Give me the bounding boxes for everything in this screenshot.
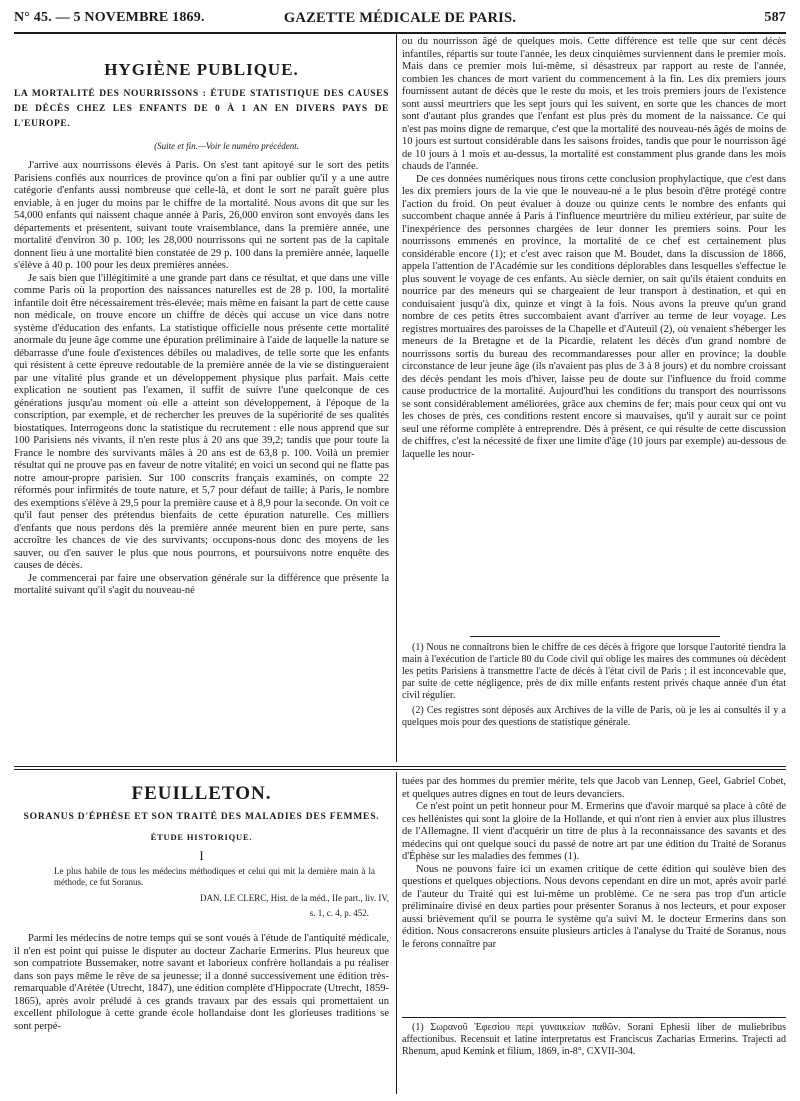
feuilleton-left-column [14,772,389,1097]
feuilleton-subtitle: SORANUS D'ÉPHÈSE ET SON TRAITÉ DES MALADIES DES FEMMES. [23,811,380,822]
section-title: HYGIÈNE PUBLIQUE. [104,60,299,79]
paragraph: J'arrive aux nourrissons élevés à Paris. On s'est tant apitoyé sur le sort des petits Parisiens confiés aux nourrices de province qu'on a fini par oublier qu'il y a une autre catégorie d'enfants aussi nombreuse que celle-là, et dont le sort ne paraît guère plus enviable, à en juger du moins par le chiffre de la mortalité. Nous avons dit que sur les 54,000 enfants qui naissent chaque année à Paris, 26,000 environ sont envoyés dans les départements et présentent, suivant toute vraisemblance, dans la première année, une mortalité d'environ 30 p. 100; les 28,000 nourrissons qui ne sortent pas de la capitale donnent lieu à une mortalité bien constatée de 29 p. 100 dans la première année, laquelle s'élève à 40 p. 100 pour les deux premières années. [14,160,389,271]
feuilleton-footnote-area [402,1022,786,1094]
paragraph: tuées par des hommes du premier mérite, tels que Jacob van Lennep, Geel, Gabriel Cobet, et quelques autres dignes en tout de leurs devanciers. [402,776,786,800]
feuilleton-title: FEUILLETON. [131,783,272,804]
feuilleton-separator-double [14,769,786,770]
article-left-column [14,34,389,761]
article-footnotes [402,642,786,762]
feuilleton-separator [14,766,786,767]
paragraph: ou du nourrisson âgé de quelques mois. Cette différence est telle que sur cent décès infantiles, répartis sur toute l'année, les deux cinquièmes surviennent dans le premier mois. Mais dans ce premier mois lui-même, si désastreux par rapport au reste de l'année, combien les chances de mort varient du commencement à la fin. Les dix premiers jours fournissent autant de décès que le reste du mois, et les trois premiers jours de l'existence sont aussi meurtriers que les sept jours qui les suivent, en sorte que les chances de mort sont d'autant plus grandes que l'enfant est plus près du moment de la naissance. Ce qui n'est pas moins digne de remarque, c'est que la mortalité des nouveau-nés âgés de moins de 10 jours est surtout considérable dans les saisons froides, tandis que pour le nourrisson âgé de 10 jours à 1 mois et au-dessus, la mortalité est constamment plus grande dans les mois chauds de l'année. [402,36,786,172]
paragraph: Je commencerai par faire une observation générale sur la différence que présente la mortalité suivant qu'il s'agit du nouveau-né [14,572,389,596]
paragraph: Parmi les médecins de notre temps qui se sont voués à l'étude de l'antiquité médicale, il n'en est point qui puisse le disputer au docteur Zacharie Ermerins. Plus heureux que son compatriote Bussemaker, notre savant et laborieux confrère hollandais a pu réaliser dans son pays même le rêve de sa jeunesse; il a donné successivement une édition très-remarquable d'Arétée (Utrecht, 1847), une édition complète d'Hippocrate (Utrecht, 1859-1865), après avoir préludé à ces grands travaux par des essais qui promettaient un excellent philologue à cette grande école hollandaise dont les glorieuses traditions se sont perpé- [14,933,389,1032]
continuation-note: (Suite et fin.—Voir le numéro précédent. [154,140,299,151]
feuilleton-right-column [402,776,786,1016]
paragraph: Je sais bien que l'illégitimité a une grande part dans ce résultat, et que dans une ville comme Paris où la proportion des naissances naturelles est de 28 p. 100, la mortalité infantile doit être nécessairement très-élevée; mais même en faisant la part de cette cause non médicale, on trouve encore un chiffre de décès qui accuse un vice dans notre système d'éducation des enfants. La statistique officielle nous présente cette mortalité anormale du jeune âge comme une épuration préliminaire à l'aide de laquelle la nature se débarrasse d'une foule d'existences débiles ou maladives, de telle sorte que les enfants qui résistent à cette épreuve redoutable de la première année de la vie se distingueraient par une vitalité plus grande et un développement physique plus parfait. Mais cette explication ne soutient pas l'examen, il suffit de suivre l'une quelconque de ces générations jusqu'au moment où elle a atteint son développement, à l'époque de la conscription, par exemple, et de rechercher les preuves de la supériorité de ses qualités biostatiques. Interrogeons donc la statistique du recrutement : elle nous apprend que sur 100 Parisiens nés vivants, il n'en reste plus à 20 ans que 39,2; tandis que pour toute la France le nombre des survivants mâles à 20 ans est de 63,8 p. 100. Voilà un premier résultat qui ne prouve pas en faveur de notre vitalité; en voici un second qui ne flatte pas notre amour-propre parisien. Sur 100 conscrits français examinés, on compte 22 réformés pour infirmités de toute nature, et 5,7 pour défaut de taille; à Paris, le nombre des exemptions s'élève à 29,5 pour la première cause et à 8,9 pour la seconde. On voit ce qu'il faut penser des prétendus bienfaits de cette épuration naturelle. Ces milliers d'enfants que nous perdons dès la première année meurent bien en pure perte, sans accroître les chances de vie des survivants; occupons-nous donc des moyens de les sauver, ou d'en sauver le plus que nous pourrons, et poursuivons notre enquête des causes de décès. [14,272,389,571]
paragraph: Ce n'est point un petit honneur pour M. Ermerins que d'avoir marqué sa place à côté de ces hellénistes qui sont la gloire de la Hollande, et qui n'ont rien à envier aux plus illustres de l'Allemagne. Il vient d'acquérir un titre de plus à la reconnaissance des savants et des médecins qui ont quelque souci du passé de notre art par une édition du Traité de Soranus d'Éphèse sur les maladies des femmes (1). [402,801,786,862]
page-number: 587 [764,10,786,25]
paragraph: Nous ne pouvons faire ici un examen critique de cette édition qui soulève bien des questions et quelques objections. Nous devons cependant en dire un mot, après avoir parlé de l'auteur du Traité qui est lui-même un problème. Ce ne sera pas trop d'un article préliminaire divisé en deux parties pour présenter Soranus à nos lecteurs, et pour exposer aussi brièvement qu'il se pourra le système qu'a suivi M. le docteur Ermerins dans son édition. Nous consacrerons ensuite plusieurs articles à l'analyse du Traité de Soranus, nous le ferons connaître par [402,863,786,950]
epigraph-citation-continued: s. 1, c. 4, p. 452. [309,907,369,918]
footnote: (1) Σωρανοῦ Ἐφεσίου περὶ γυναικείων παθῶν. Sorani Ephesii liber de muliebribus affectionibus. Recensuit et latine interpretatus est Franciscus Zacharias Ermerins. Trajecti ad Rhenum, apud Kemink et filium, 1869, in-8°, CXVII-304. [402,1022,786,1057]
article-right-column [402,36,786,631]
issue-number-date: N° 45. — 5 NOVEMBRE 1869. [14,10,205,25]
column-divider [396,34,397,762]
article-subtitle: LA MORTALITÉ DES NOURRISSONS : ÉTUDE STATISTIQUE DES CAUSES DE DÉCÈS CHEZ LES ENFANTS DE 0 À 1 AN EN DIVERS PAYS DE L'EUROPE. [14,88,389,129]
epigraph-citation: DAN. LE CLERC, Hist. de la méd., IIe part., liv. IV, [200,893,389,903]
footnote: (2) Ces registres sont déposés aux Archives de la ville de Paris, où je les ai consultés il y a quelques mois pour des questions de statistique générale. [402,705,786,728]
column-divider [396,772,397,1094]
chapter-number: I [199,847,204,863]
footnote-separator [402,1017,786,1018]
journal-title: GAZETTE MÉDICALE DE PARIS. [283,10,517,26]
feuilleton-study-label: ÉTUDE HISTORIQUE. [150,832,253,842]
epigraph: Le plus habile de tous les médecins méthodiques et celui qui mit la dernière main à la méthode, ce fut Soranus. [54,866,375,887]
footnote-separator [470,636,720,637]
page-header [14,6,786,34]
footnote: (1) Nous ne connaîtrons bien le chiffre de ces décès à frigore que lorsque l'autorité tiendra la main à l'exécution de l'article 80 du Code civil qui oblige les maires des communes où décèdent les petits Parisiens à transmettre l'acte de décès à l'état civil de Paris ; il est inconcevable que, par suite de cette négligence, près de dix mille enfants restent privés chaque année d'un état civil régulier. [402,642,786,701]
paragraph: De ces données numériques nous tirons cette conclusion prophylactique, que c'est dans les dix premiers jours de la vie que le nouveau-né a le plus besoin d'être protégé contre l'action du froid. On peut évaluer à douze ou quinze cents le nombre des enfants qui succombent chaque année à Paris à l'influence meurtrière du milieu extérieur, par suite de l'inexpérience des personnes chargées de leur donner les premiers soins. Pour les nourrissons emmenés en province, la mortalité de ce chef est certainement plus considérable encore (1); et c'est avec raison que M. Boudet, dans la discussion de 1866, appela l'attention de l'Académie sur les conditions déplorables dans lesquelles s'effectue le plus souvent le voyage de ces enfants. Au siècle dernier, on sait qu'ils étaient conduits en nourrice par des meneurs qui se chargeaient de leur transport à destination, et qui en conduisaient jusqu'à dix, quinze et vingt à la fois. Nous avons la preuve qu'un grand nombre de ces petits êtres succombaient avant d'arriver au terme de leur voyage. Les registres mortuaires des paroisses de la Chapelle et d'Auteuil (2), où venaient s'héberger les meneurs de la Bretagne et de la Picardie, relatent les décès d'un grand nombre de nourrissons sortis du bureau des recommandaresses pour aller en province; la double circonstance de leur jeune âge (ils n'avaient pas plus de 3 à 8 jours) et du nombre croissant des décès pendant les mois d'hiver, laisse peu de doute sur l'influence du froid comme cause productrice de la mortalité. Aujourd'hui les conditions du transport des nourrissons se sont considérablement améliorées, grâce aux chemins de fer; mais pour ceux qui ont vu les choses de près, ces conditions restent encore si mauvaises, qu'il y aurait sur ce point seul une réforme complète à entreprendre. Dès à présent, ce qui résulte de cette discussion de chiffres, c'est la nécessité de fixer une limite d'âge (10 jours par exemple) au-dessous de laquelle les nour- [402,173,786,460]
